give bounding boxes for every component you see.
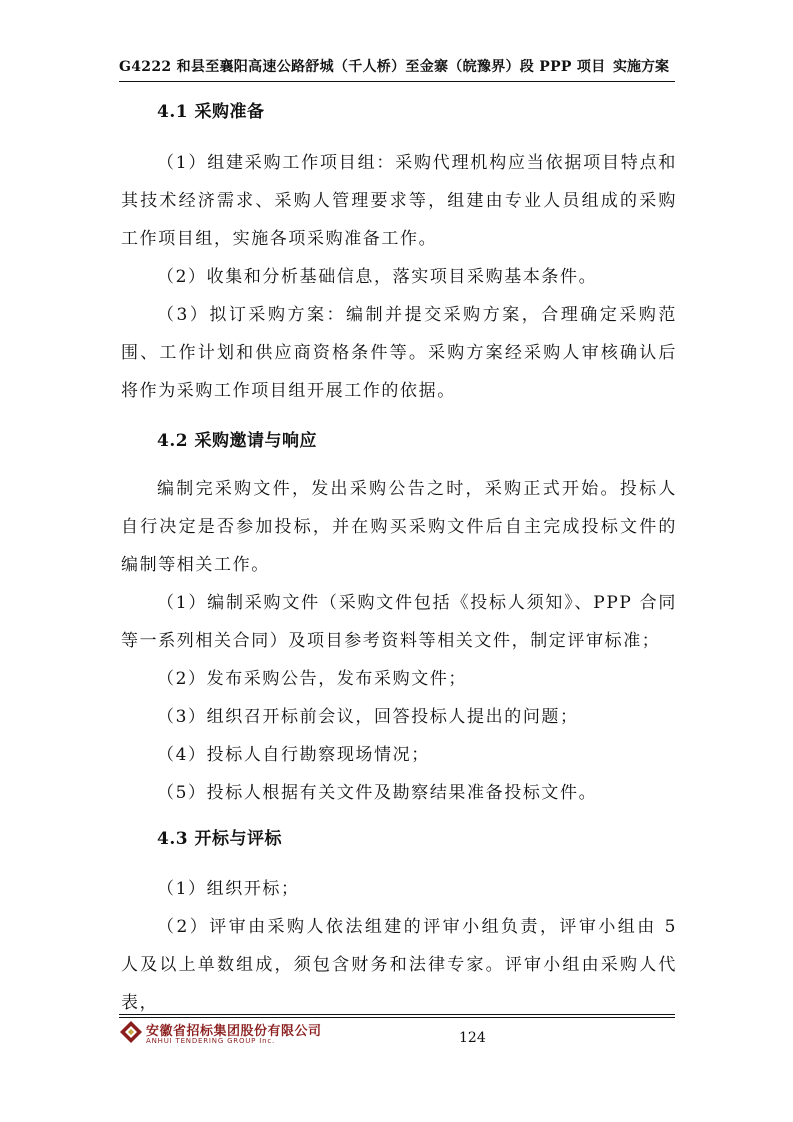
paragraph: （1）编制采购文件（采购文件包括《投标人须知》、PPP 合同等一系列相关合同）及项目参考资料等相关文件，制定评审标准； bbox=[121, 593, 677, 651]
paragraph: （5）投标人根据有关文件及勘察结果准备投标文件。 bbox=[157, 783, 598, 803]
header-title: G4222 和县至襄阳高速公路舒城（千人桥）至金寨（皖豫界）段 PPP 项目 bbox=[119, 59, 606, 75]
footer-rule-thin bbox=[119, 1017, 675, 1018]
footer-rule bbox=[119, 1014, 675, 1015]
page-number: 124 bbox=[459, 1030, 486, 1046]
paragraph: （3）组织召开标前会议，回答投标人提出的问题； bbox=[157, 707, 579, 727]
header-rule bbox=[119, 81, 675, 82]
logo-diamond-icon bbox=[119, 1020, 143, 1044]
paragraph: （2）收集和分析基础信息，落实项目采购基本条件。 bbox=[157, 267, 598, 287]
paragraph: （2）评审由采购人依法组建的评审小组负责，评审小组由 5 人及以上单数组成，须包含财务和法律专家。评审小组由采购人代表， bbox=[121, 917, 677, 1013]
paragraph: （1）组织开标； bbox=[157, 879, 300, 899]
page-footer bbox=[119, 1014, 675, 1054]
paragraph: （4）投标人自行勘察现场情况； bbox=[157, 745, 430, 765]
header-tag: 实施方案 bbox=[613, 59, 669, 75]
logo-company-name-en: ANHUI TENDERING GROUP Inc. bbox=[146, 1037, 276, 1045]
paragraph: （3）拟订采购方案：编制并提交采购方案，合理确定采购范围、工作计划和供应商资格条件等。采购方案经采购人审核确认后将作为采购工作项目组开展工作的依据。 bbox=[121, 305, 677, 401]
paragraph: （1）组建采购工作项目组：采购代理机构应当依据项目特点和其技术经济需求、采购人管理要求等，组建由专业人员组成的采购工作项目组，实施各项采购准备工作。 bbox=[121, 153, 677, 249]
section-heading: 4.3 开标与评标 bbox=[157, 829, 282, 849]
section-heading: 4.1 采购准备 bbox=[157, 102, 265, 122]
page-header bbox=[119, 52, 675, 82]
logo-company-name: 安徽省招标集团股份有限公司 bbox=[146, 1024, 322, 1039]
paragraph: （2）发布采购公告，发布采购文件； bbox=[157, 669, 468, 689]
company-logo bbox=[119, 1020, 329, 1048]
section-heading: 4.2 采购邀请与响应 bbox=[157, 431, 317, 451]
paragraph: 编制完采购文件，发出采购公告之时，采购正式开始。投标人自行决定是否参加投标，并在购买采购文件后自主完成投标文件的编制等相关工作。 bbox=[121, 479, 677, 575]
